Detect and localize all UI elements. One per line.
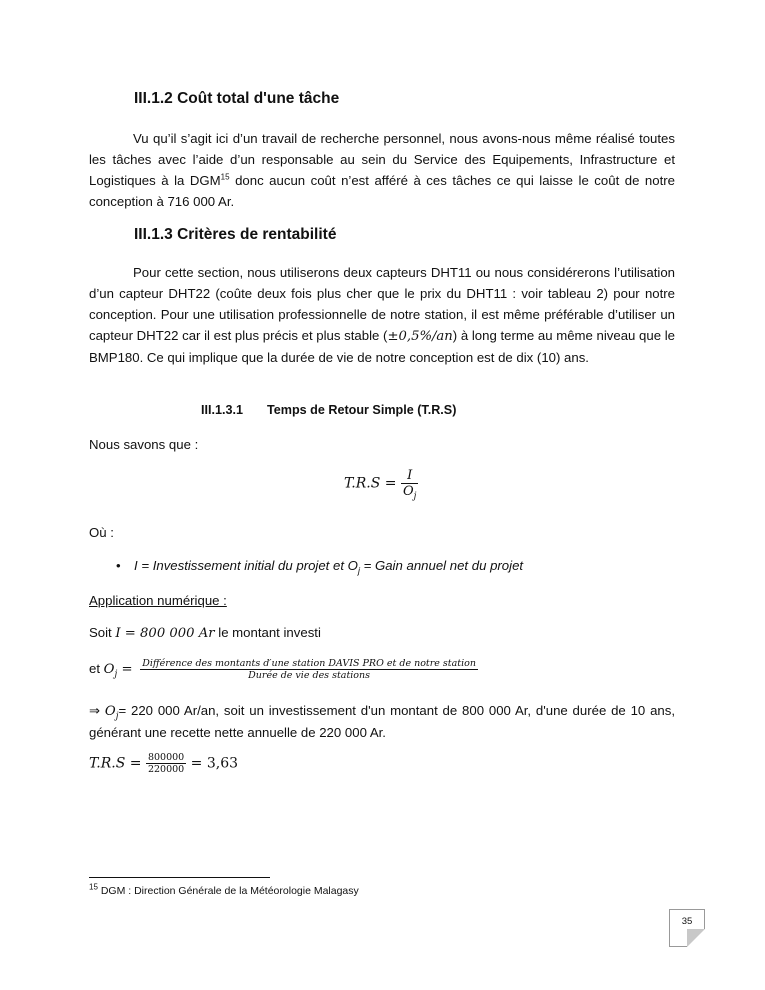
formula-numerator: I xyxy=(401,468,418,484)
section-heading-criteres: III.1.3 Critères de rentabilité xyxy=(134,226,337,243)
footnote-rule xyxy=(89,877,270,878)
paragraph-text: donc aucun coût n’est afféré à ces tâches ce qui laisse le coût de notre conception à 716 000 Ar. xyxy=(89,173,675,209)
soit-line: Soit I = 800 000 Ar le montant investi xyxy=(89,625,321,641)
oj-numerator: Différence des montants d′une station DAVIS PRO et de notre station xyxy=(142,658,476,669)
calc-result: = 3,63 xyxy=(190,755,239,772)
investment-math: I = 800 000 Ar xyxy=(115,626,215,641)
paragraph-cout-total xyxy=(89,128,675,212)
oj-definition-line: et $O_j$ = Différence des montants d′une station DAVIS PRO et de notre station Durée de vie des stations xyxy=(89,658,476,681)
calc-numerator: 800000 xyxy=(147,752,185,763)
subsection-heading-trs xyxy=(201,403,456,417)
trs-calculation: T.R.S = $\frac{800000}{220000}$ = 3,63 xyxy=(89,752,239,775)
intro-line: Nous savons que : xyxy=(89,437,199,452)
footnote-text: DGM : Direction Générale de la Météorologie Malagasy xyxy=(97,885,359,897)
page-number-box xyxy=(669,909,705,947)
calc-fraction xyxy=(146,752,186,775)
application-label: Application numérique : xyxy=(89,593,227,608)
where-label: Où : xyxy=(89,525,114,540)
subsection-number: III.1.3.1 xyxy=(201,403,244,417)
subsection-title: Temps de Retour Simple (T.R.S) xyxy=(267,403,457,417)
formula-denominator: $O_j$ xyxy=(402,484,417,502)
oj-fraction xyxy=(140,658,478,681)
page-fold-icon xyxy=(687,929,705,947)
calc-denominator: 220000 xyxy=(147,764,185,775)
bullet-definition: • I = Investissement initial du projet et $O_j$ = Gain annuel net du projet xyxy=(116,558,524,576)
paragraph-criteres xyxy=(89,262,675,368)
paragraph-text: Vu qu’il s’agit ici d’un travail de recherche personnel, nous avons-nous même réalisé toutes les tâches avec l’aide d’un responsable au sein du Service des Equipements, Infrastructure et Logistiques à la DGM xyxy=(89,131,675,188)
trs-formula xyxy=(344,468,418,502)
result-paragraph: ⇒ $O_j= 220$ 000 Ar/an, soit un investissement d'un montant de 800 000 Ar, d'une durée de 10 ans, générant une recette nette annuelle de 220 000 Ar. xyxy=(89,703,675,740)
footnote xyxy=(89,882,359,897)
paragraph-text: Pour cette section, nous utiliserons deux capteurs DHT11 ou nous considérerons l’utilisation d’un capteur DHT22 (coûte deux fois plus cher que le prix du DHT11 : voir tableau 2) pour notre conception. Pour une utilisation professionnelle de notre station, il est même préférable d’utiliser un capteur DHT22 car il est plus précis et plus stable ( xyxy=(89,265,675,343)
formula-fraction xyxy=(401,468,418,502)
oj-denominator: Durée de vie des stations xyxy=(248,670,371,681)
bullet-icon: • xyxy=(116,558,121,573)
section-heading-cout-total: III.1.2 Coût total d'une tâche xyxy=(134,90,340,107)
footnote-marker: 15 xyxy=(89,882,98,892)
stability-math: ±0,5%/an xyxy=(387,329,453,344)
footnote-ref: 15 xyxy=(220,172,230,182)
page-number: 35 xyxy=(681,916,693,927)
formula-lhs: T.R.S = xyxy=(344,475,397,492)
paragraph-text: ) à long terme au même niveau que le BMP180. Ce qui implique que la durée de vie de notre conception est de dix (10) ans. xyxy=(89,328,676,365)
